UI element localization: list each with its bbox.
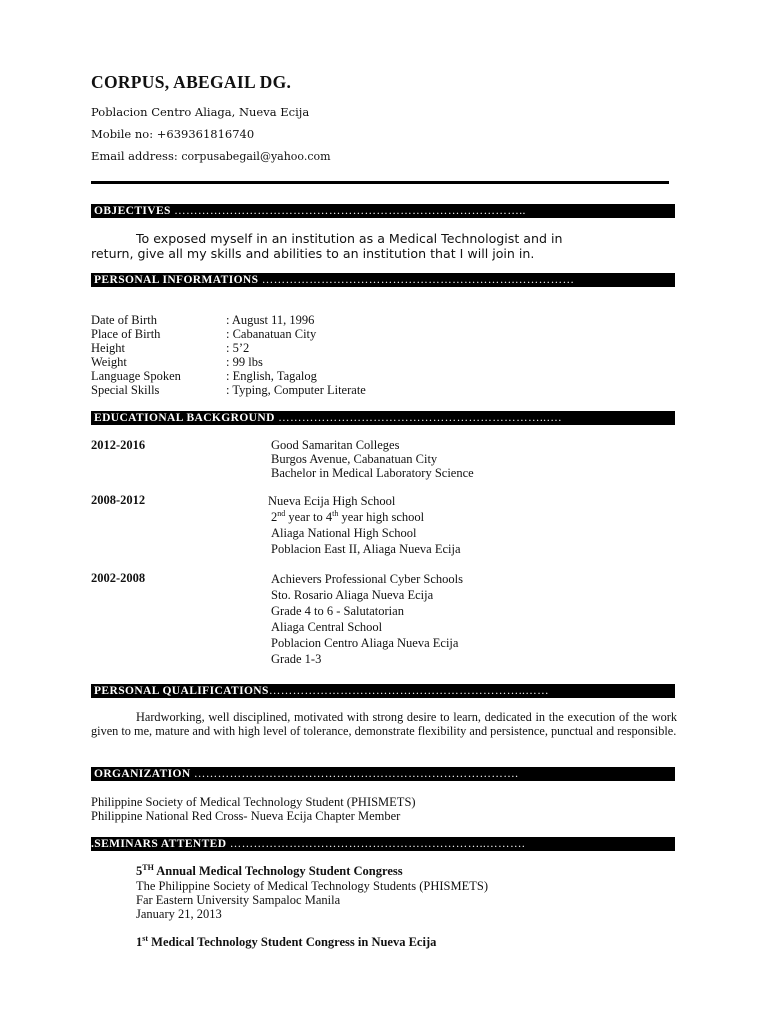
edu-line: Bachelor in Medical Laboratory Science xyxy=(271,466,474,480)
seminar-title xyxy=(136,935,436,949)
seminar-num: 5 xyxy=(136,864,143,878)
edu-years-elementary: 2002-2008 xyxy=(91,571,146,585)
edu-years-college: 2012-2016 xyxy=(91,438,146,452)
edu-line: Grade 1-3 xyxy=(271,652,322,666)
edu-line: Sto. Rosario Aliaga Nueva Ecija xyxy=(271,588,434,602)
pi-label-language: Language Spoken xyxy=(91,369,181,383)
pi-label-height: Height xyxy=(91,341,126,355)
seminar-title-rest: Medical Technology Student Congress in Nueva Ecija xyxy=(148,935,437,949)
grade-b-sup: th xyxy=(332,508,339,518)
pi-label-skills: Special Skills xyxy=(91,383,160,397)
edu-line: Achievers Professional Cyber Schools xyxy=(271,572,463,586)
applicant-name: CORPUS, ABEGAIL DG. xyxy=(91,72,292,92)
edu-line: Burgos Avenue, Cabanatuan City xyxy=(271,452,438,466)
email-label: Email address: xyxy=(91,149,182,163)
section-title-objectives: OBJECTIVES xyxy=(94,205,171,217)
seminar-sup: TH xyxy=(142,862,154,872)
mobile-number: Mobile no: +639361816740 xyxy=(91,127,255,141)
edu-line: Poblacion Centro Aliaga Nueva Ecija xyxy=(271,636,459,650)
pi-label-pob: Place of Birth xyxy=(91,327,161,341)
header-rule xyxy=(91,181,669,184)
section-bar-organization: ORGANIZATION ………………………………………………………………………. xyxy=(91,767,675,781)
section-title-seminars: .SEMINARS ATTENTED xyxy=(91,838,227,850)
pi-value-skills: : Typing, Computer Literate xyxy=(226,383,366,397)
objective-line-1: To exposed myself in an institution as a Medical Technologist and in xyxy=(136,231,563,246)
edu-entry-college xyxy=(271,438,474,480)
section-title-organization: ORGANIZATION xyxy=(94,768,191,780)
seminar-num: 1 xyxy=(136,935,143,949)
section-title-education: EDUCATIONAL BACKGROUND xyxy=(94,412,275,424)
edu-line-highschool-name: Nueva Ecija High School xyxy=(268,494,396,508)
pi-value-weight: : 99 lbs xyxy=(226,355,263,369)
section-bar-qualifications: PERSONAL QUALIFICATIONS………………………………………………………..…… xyxy=(91,684,675,698)
seminar-sup: st xyxy=(142,933,149,943)
qualifications-text: Hardworking, well disciplined, motivated with strong desire to learn, dedicated in the execution of the work given to me, mature and with high level of tolerance, demonstrate flexibility and persistence, punctual and responsible. xyxy=(91,710,677,738)
email-address: corpusabegail@yahoo.com xyxy=(181,150,331,163)
address: Poblacion Centro Aliaga, Nueva Ecija xyxy=(91,105,310,119)
grade-end: year high school xyxy=(338,510,425,524)
pi-value-dob: : August 11, 1996 xyxy=(226,313,315,327)
section-bar-personal: PERSONAL INFORMATIONS ……………………………………………………….…………… xyxy=(91,273,675,287)
section-bar-education: EDUCATIONAL BACKGROUND …………………………………………………………..…. xyxy=(91,411,675,425)
objective-line-2: return, give all my skills and abilities to an institution that I will join in. xyxy=(91,246,535,261)
pi-label-weight: Weight xyxy=(91,355,127,369)
edu-years-highschool: 2008-2012 xyxy=(91,493,146,507)
edu-grade-range xyxy=(271,509,424,525)
seminar-detail: The Philippine Society of Medical Technology Students (PHISMETS) xyxy=(136,879,488,893)
section-bar-seminars: .SEMINARS ATTENTED ………………………………………………………..………. xyxy=(91,837,675,851)
seminar-detail: January 21, 2013 xyxy=(136,907,222,921)
seminar-detail: Far Eastern University Sampaloc Manila xyxy=(136,893,341,907)
pi-value-language: : English, Tagalog xyxy=(226,369,317,383)
grade-a-sup: nd xyxy=(277,508,286,518)
edu-entry-elementary xyxy=(271,571,463,667)
seminar-title-rest: Annual Medical Technology Student Congress xyxy=(153,864,403,878)
grade-a: 2 xyxy=(271,510,278,524)
edu-line: Good Samaritan Colleges xyxy=(271,438,400,452)
edu-line: Grade 4 to 6 - Salutatorian xyxy=(271,604,404,618)
edu-line: Aliaga Central School xyxy=(271,620,383,634)
pi-value-height: : 5’2 xyxy=(226,341,250,355)
email-line xyxy=(91,149,331,163)
section-bar-objectives: OBJECTIVES …………………………………………………………………………….. xyxy=(91,204,675,218)
section-title-personal: PERSONAL INFORMATIONS xyxy=(94,274,259,286)
organization-item: Philippine National Red Cross- Nueva Ecija Chapter Member xyxy=(91,809,401,823)
edu-line: Poblacion East II, Aliaga Nueva Ecija xyxy=(271,542,461,556)
pi-label-dob: Date of Birth xyxy=(91,313,157,327)
seminar-title xyxy=(136,864,403,878)
pi-value-pob: : Cabanatuan City xyxy=(226,327,317,341)
section-title-qualifications: PERSONAL QUALIFICATIONS xyxy=(94,685,269,697)
edu-line: Aliaga National High School xyxy=(271,526,417,540)
grade-mid: year to 4 xyxy=(285,510,333,524)
organization-item: Philippine Society of Medical Technology Student (PHISMETS) xyxy=(91,795,416,809)
